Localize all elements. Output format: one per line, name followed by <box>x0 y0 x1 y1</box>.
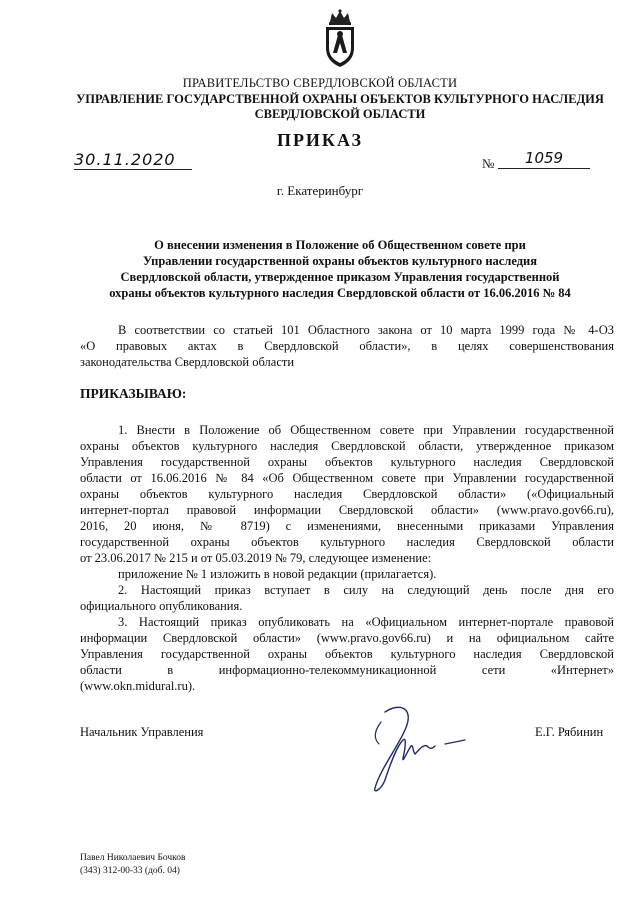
department-line-1: УПРАВЛЕНИЕ ГОСУДАРСТВЕННОЙ ОХРАНЫ ОБЪЕКТОВ КУЛЬТУРНОГО НАСЛЕДИЯ <box>76 92 604 106</box>
document-number: 1059 <box>498 149 590 169</box>
item-line: 3. Настоящий приказ опубликовать на «Официальном интернет-портале правовой <box>118 615 614 629</box>
subject-line: О внесении изменения в Положение об Общественном совете при <box>154 238 526 252</box>
item-line: от 23.06.2017 № 215 и от 05.03.2019 № 79, следующее изменение: <box>80 551 432 565</box>
item-line: 2. Настоящий приказ вступает в силу на следующий день после дня его <box>118 583 614 597</box>
number-label: № <box>482 156 495 171</box>
item-line: 2016, 20 июня, № 8719) с изменениями, внесенными приказами Управления <box>80 519 614 533</box>
preamble-line: законодательства Свердловской области <box>80 355 295 369</box>
item-line: области в информационно-телекоммуникационной сети «Интернет» <box>80 663 614 677</box>
department-line-2: СВЕРДЛОВСКОЙ ОБЛАСТИ <box>254 107 426 121</box>
subject-line: Свердловской области, утвержденное приказом Управления государственной <box>120 270 560 284</box>
item-line: Управления государственной охраны объектов культурного наследия Свердловской <box>80 455 614 469</box>
item-line: информации Свердловской области» (www.pravo.gov66.ru) и на официальном сайте <box>80 631 614 645</box>
item-line: официального опубликования. <box>80 599 243 613</box>
item-line: (www.okn.midural.ru). <box>80 679 196 693</box>
subject-line: охраны объектов культурного наследия Свердловской области от 16.06.2016 № 84 <box>109 286 571 300</box>
order-item-1 <box>80 422 614 582</box>
executor-phone: (343) 312-00-33 (доб. 04) <box>80 866 180 876</box>
item-line: охраны объектов культурного наследия Свердловской области» («Официальный <box>80 487 614 501</box>
document-type: ПРИКАЗ <box>276 130 364 150</box>
order-item-2 <box>80 582 614 614</box>
department-name <box>60 92 620 122</box>
signer-name: Е.Г. Рябинин <box>535 725 604 739</box>
preamble-paragraph <box>80 322 614 370</box>
order-word: ПРИКАЗЫВАЮ: <box>80 386 187 401</box>
signer-position: Начальник Управления <box>80 725 204 739</box>
preamble-line: «О правовых актах в Свердловской области», в целях совершенствования <box>80 339 614 353</box>
order-item-3 <box>80 614 614 694</box>
preamble-line: В соответствии со статьей 101 Областного закона от 10 марта 1999 года № 4-ОЗ <box>118 323 614 337</box>
item-line: государственной охраны объектов культурного наследия Свердловской области <box>80 535 614 549</box>
item-line: приложение № 1 изложить в новой редакции (прилагается). <box>118 567 437 581</box>
document-date: 30.11.2020 <box>74 151 192 170</box>
government-name: ПРАВИТЕЛЬСТВО СВЕРДЛОВСКОЙ ОБЛАСТИ <box>182 76 458 90</box>
item-line: области от 16.06.2016 № 84 «Об Общественном совете при Управлении государственной <box>80 471 614 485</box>
order-subject <box>80 237 600 301</box>
subject-line: Управлении государственной охраны объектов культурного наследия <box>142 254 538 268</box>
executor-name: Павел Николаевич Бочков <box>80 853 186 863</box>
handwritten-signature-icon <box>345 700 475 795</box>
item-line: интернет-портал правовой информации Свердловской области» (www.pravo.gov66.ru), <box>80 503 614 517</box>
coat-of-arms-icon <box>318 8 362 70</box>
item-line: Управления государственной охраны объектов культурного наследия Свердловской <box>80 647 614 661</box>
item-line: охраны объектов культурного наследия Свердловской области, утвержденное приказом <box>80 439 614 453</box>
city: г. Екатеринбург <box>276 183 364 198</box>
item-line: 1. Внести в Положение об Общественном совете при Управлении государственной <box>118 423 614 437</box>
